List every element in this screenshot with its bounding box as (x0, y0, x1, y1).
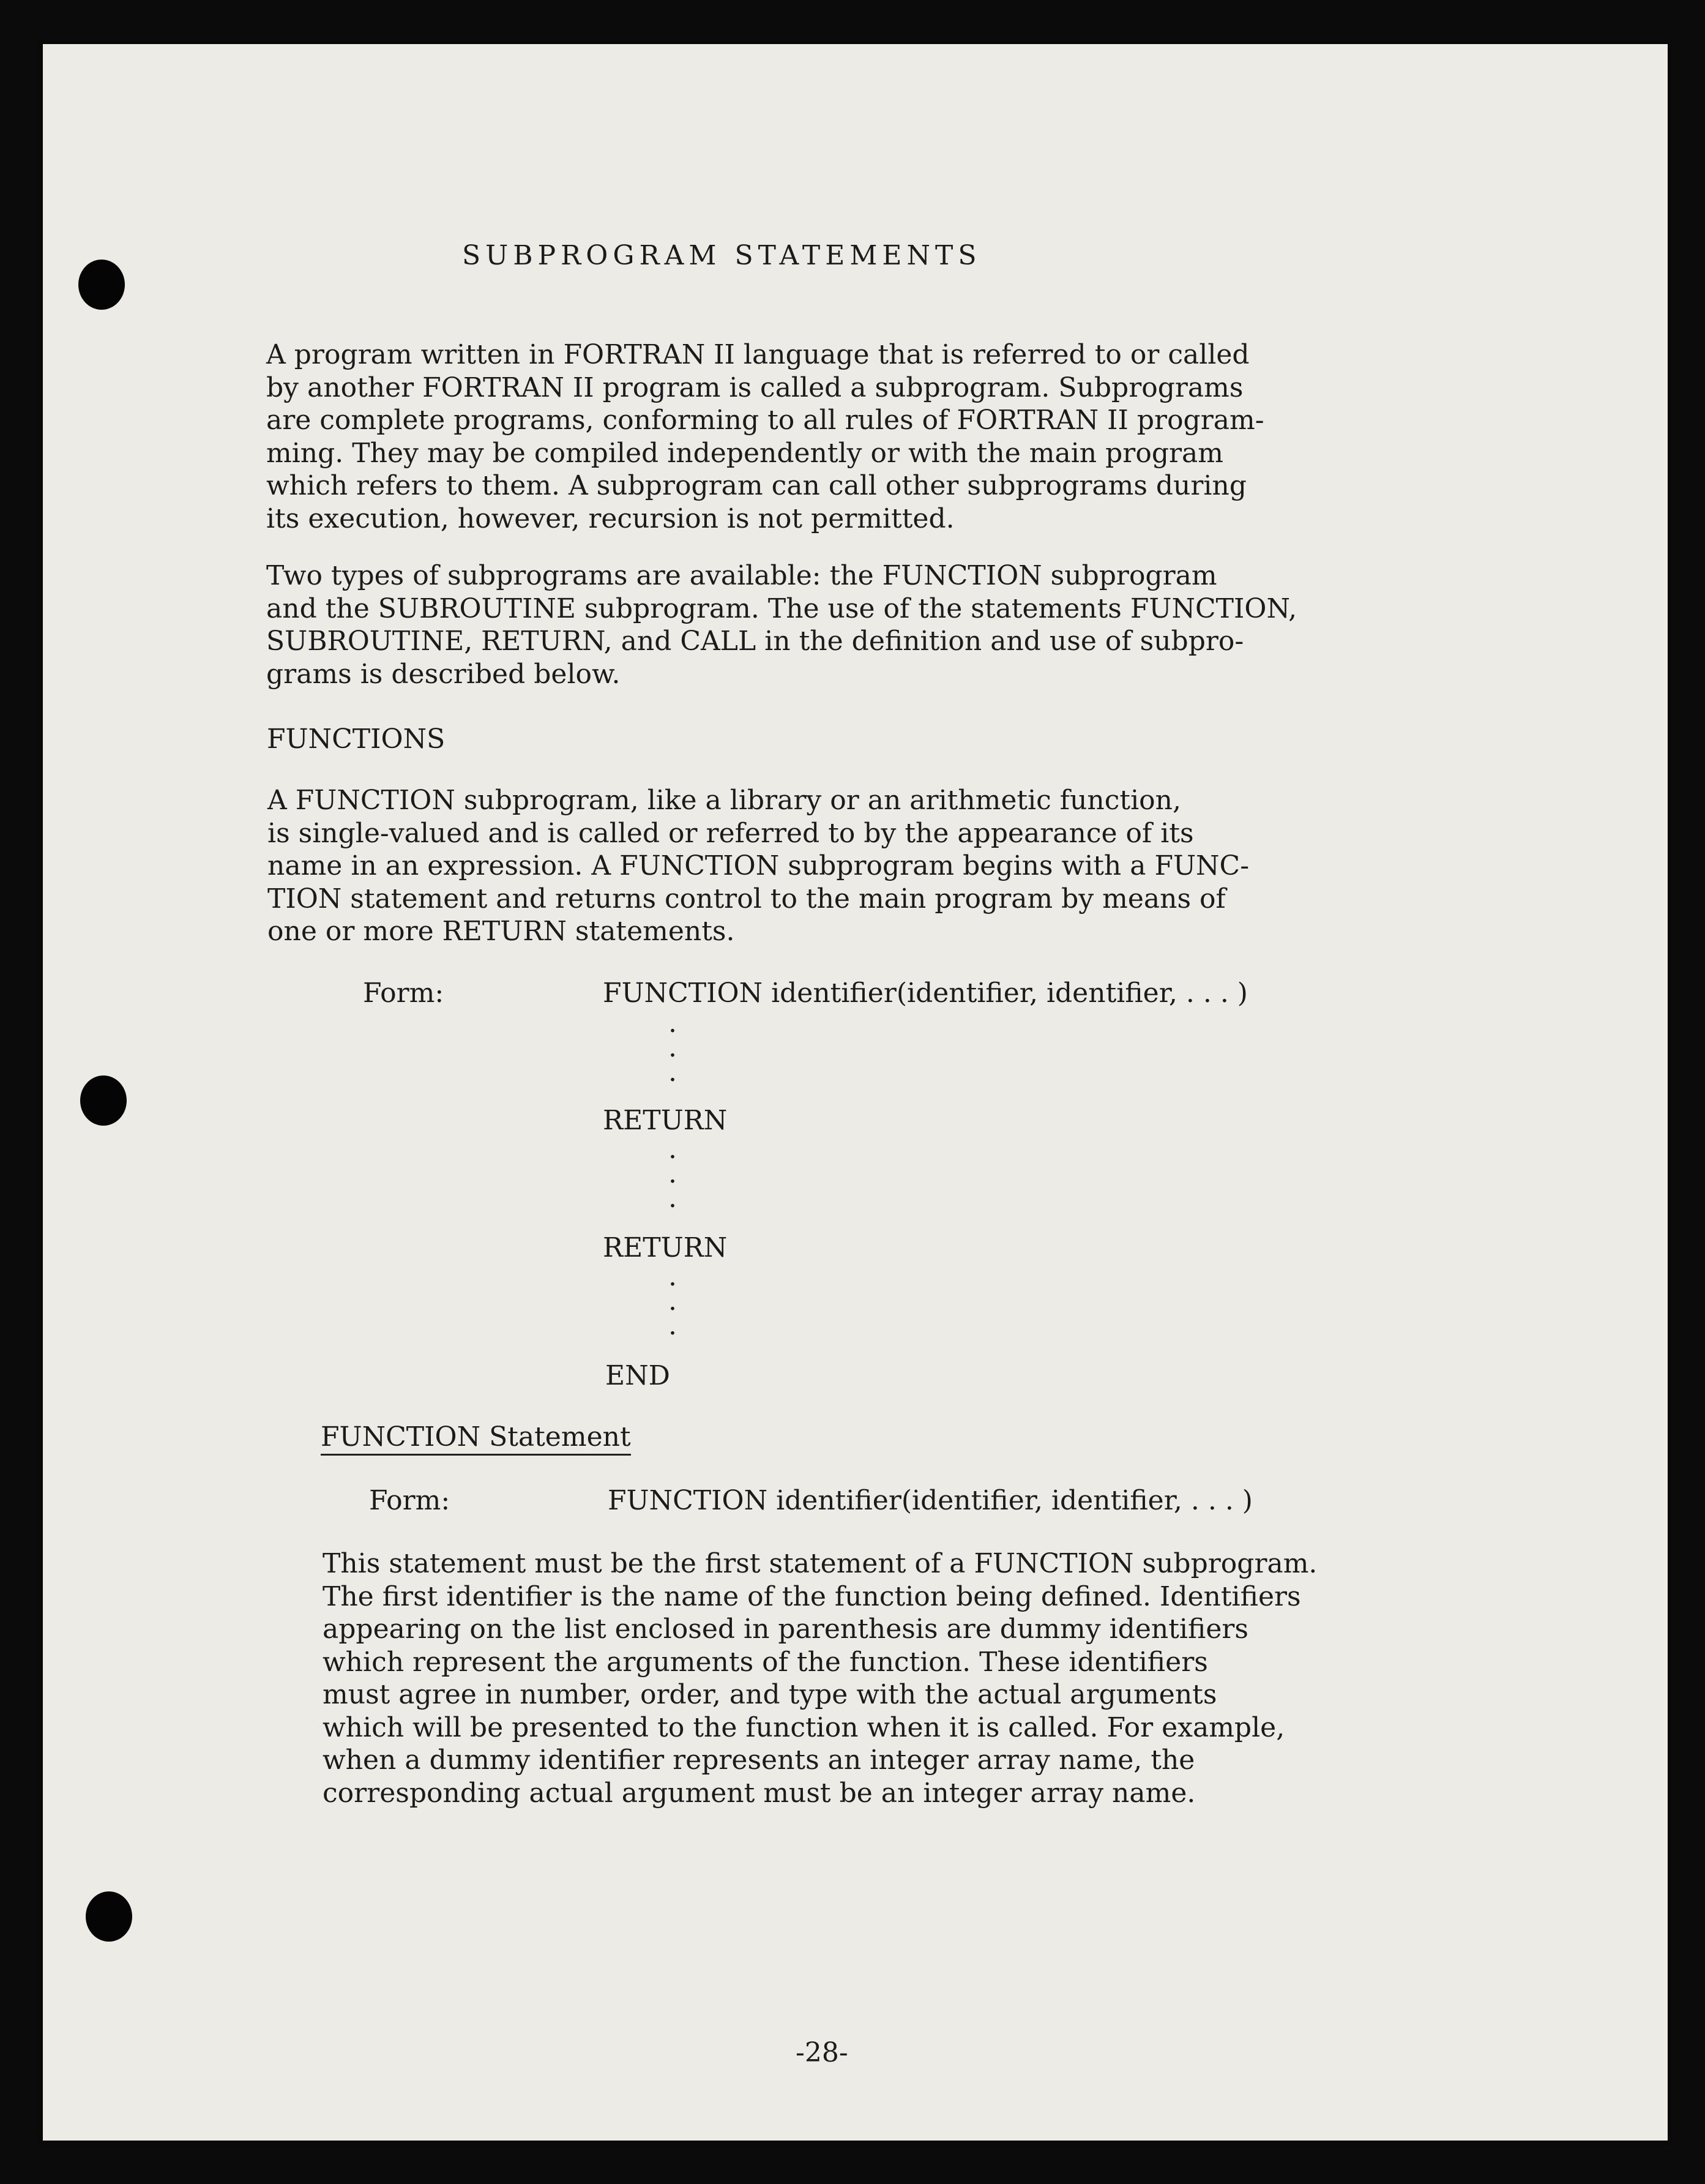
ellipsis-dot: . (668, 1008, 677, 1039)
text-line: and the SUBROUTINE subprogram. The use of the statements FUNCTION, (266, 593, 1297, 624)
page-title: SUBPROGRAM STATEMENTS (462, 240, 982, 271)
text-line: ming. They may be compiled independently or with the main program (266, 437, 1223, 469)
text-line: must agree in number, order, and type with the actual arguments (323, 1679, 1217, 1710)
text-line: is single-valued and is called or referred to by the appearance of its (267, 817, 1194, 849)
text-line: A FUNCTION subprogram, like a library or an arithmetic function, (267, 785, 1181, 816)
function-form-statement: FUNCTION identifier(identifier, identifier, . . . ) (608, 1485, 1253, 1516)
text-line: The first identifier is the name of the function being defined. Identifiers (323, 1580, 1301, 1612)
text-line: Two types of subprograms are available: the FUNCTION subprogram (266, 560, 1217, 591)
statement-paragraph (323, 1547, 1317, 1809)
ellipsis-dot: . (668, 1056, 677, 1088)
functions-paragraph (267, 784, 1249, 948)
functions-heading: FUNCTIONS (267, 724, 446, 755)
ellipsis-dot: . (668, 1134, 677, 1165)
ellipsis-dot: . (668, 1285, 677, 1317)
page-number: -28- (796, 2037, 848, 2068)
ellipsis-dot: . (668, 1261, 677, 1292)
intro-paragraph (266, 338, 1264, 535)
binder-hole-top (78, 260, 125, 310)
binder-hole-bottom (86, 1891, 132, 1942)
ellipsis-dot: . (668, 1310, 677, 1341)
text-line: which represent the arguments of the function. These identifiers (323, 1646, 1208, 1678)
function-statement-heading: FUNCTION Statement (321, 1421, 631, 1456)
form-label: Form: (363, 978, 444, 1009)
text-line: which refers to them. A subprogram can call other subprograms during (266, 470, 1247, 501)
text-line: grams is described below. (266, 658, 621, 690)
ellipsis-dot: . (668, 1158, 677, 1189)
return-statement: RETURN (603, 1105, 728, 1136)
text-line: corresponding actual argument must be an integer array name. (323, 1777, 1196, 1809)
binder-hole-middle (80, 1075, 127, 1126)
text-line: are complete programs, conforming to all rules of FORTRAN II program- (266, 405, 1264, 436)
text-line: when a dummy identifier represents an integer array name, the (323, 1745, 1195, 1776)
text-line: appearing on the list enclosed in parenthesis are dummy identifiers (323, 1614, 1248, 1645)
form-label: Form: (369, 1485, 450, 1516)
text-line: which will be presented to the function when it is called. For example, (323, 1711, 1285, 1743)
ellipsis-dot: . (668, 1183, 677, 1214)
text-line: by another FORTRAN II program is called a subprogram. Subprograms (266, 372, 1244, 403)
text-line: A program written in FORTRAN II language that is referred to or called (266, 339, 1250, 370)
function-form-statement: FUNCTION identifier(identifier, identifier, . . . ) (603, 978, 1248, 1009)
ellipsis-dot: . (668, 1032, 677, 1063)
end-statement: END (605, 1360, 670, 1391)
text-line: TION statement and returns control to the main program by means of (267, 883, 1226, 914)
text-line: SUBROUTINE, RETURN, and CALL in the definition and use of subpro- (266, 626, 1244, 657)
text-line: This statement must be the first statement of a FUNCTION subprogram. (323, 1548, 1318, 1579)
return-statement: RETURN (603, 1232, 728, 1263)
text-line: one or more RETURN statements. (267, 916, 735, 947)
text-line: name in an expression. A FUNCTION subprogram begins with a FUNC- (267, 850, 1250, 881)
text-line: its execution, however, recursion is not permitted. (266, 503, 955, 534)
types-paragraph (266, 559, 1297, 690)
